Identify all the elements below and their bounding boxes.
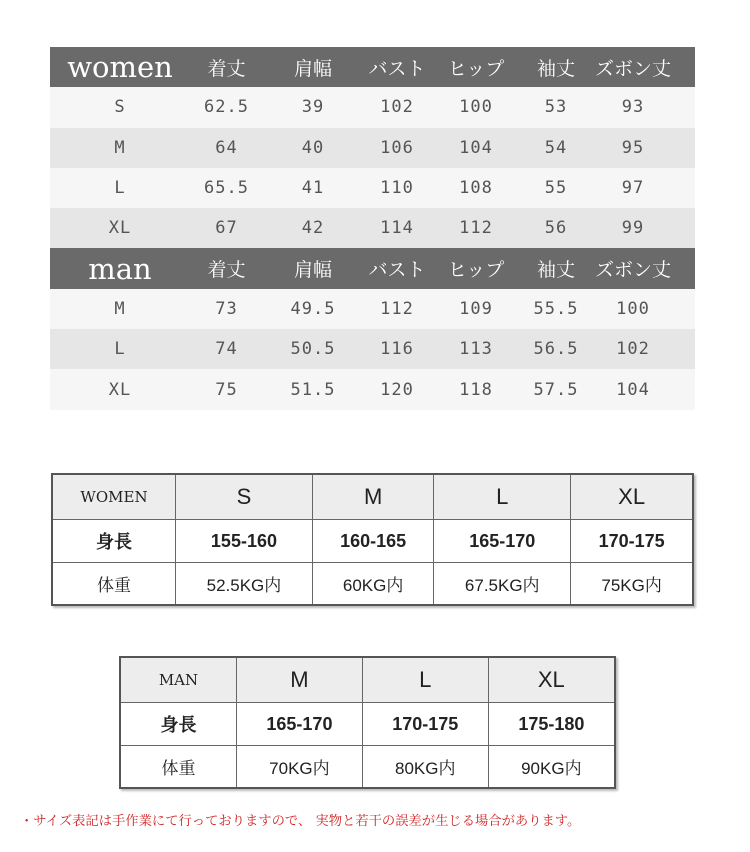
height-cell: 170-175 bbox=[362, 703, 488, 746]
table-row bbox=[52, 520, 693, 563]
header-cell: 袖丈 bbox=[536, 259, 575, 282]
height-label: 身長 bbox=[120, 703, 237, 746]
height-cell: 155-160 bbox=[176, 520, 313, 563]
header-cell: ズボン丈 bbox=[594, 259, 671, 282]
header-cell: ヒップ bbox=[447, 259, 505, 282]
value-cell: 51.5 bbox=[290, 379, 336, 400]
table-row bbox=[50, 128, 695, 168]
size-cell: XL bbox=[108, 218, 132, 239]
value-cell: 56 bbox=[544, 218, 568, 239]
value-cell: 53 bbox=[544, 97, 568, 118]
value-cell: 57.5 bbox=[533, 379, 579, 400]
table-row bbox=[50, 289, 695, 329]
table-row bbox=[120, 657, 615, 703]
size-header: XL bbox=[571, 474, 693, 520]
value-cell: 97 bbox=[621, 178, 645, 199]
value-cell: 50.5 bbox=[290, 339, 336, 360]
women-height-weight-table bbox=[51, 473, 694, 606]
women-header-row bbox=[50, 47, 695, 87]
size-header: S bbox=[176, 474, 313, 520]
size-cell: M bbox=[114, 298, 126, 319]
value-cell: 102 bbox=[616, 339, 650, 360]
table-row bbox=[120, 703, 615, 746]
size-header: M bbox=[312, 474, 433, 520]
table-row bbox=[50, 329, 695, 369]
value-cell: 49.5 bbox=[290, 298, 336, 319]
table-row bbox=[50, 87, 695, 127]
value-cell: 120 bbox=[380, 379, 414, 400]
table-row bbox=[50, 369, 695, 409]
value-cell: 114 bbox=[380, 218, 414, 239]
header-cell: バスト bbox=[368, 259, 426, 282]
value-cell: 106 bbox=[380, 137, 414, 158]
table-row bbox=[50, 168, 695, 208]
header-cell: ズボン丈 bbox=[594, 57, 671, 80]
value-cell: 65.5 bbox=[204, 178, 249, 199]
size-chart bbox=[50, 47, 695, 410]
value-cell: 100 bbox=[459, 97, 493, 118]
value-cell: 113 bbox=[459, 339, 493, 360]
women-table-label: WOMEN bbox=[52, 474, 176, 520]
value-cell: 116 bbox=[380, 339, 414, 360]
value-cell: 41 bbox=[301, 178, 325, 199]
weight-cell: 70KG内 bbox=[237, 746, 363, 789]
size-cell: XL bbox=[108, 379, 132, 400]
size-header: M bbox=[237, 657, 363, 703]
size-cell: S bbox=[114, 97, 126, 118]
height-cell: 165-170 bbox=[434, 520, 571, 563]
value-cell: 99 bbox=[621, 218, 645, 239]
size-header: L bbox=[434, 474, 571, 520]
height-cell: 175-180 bbox=[488, 703, 615, 746]
value-cell: 64 bbox=[215, 137, 238, 158]
value-cell: 55 bbox=[544, 178, 568, 199]
height-cell: 165-170 bbox=[237, 703, 363, 746]
height-cell: 160-165 bbox=[312, 520, 433, 563]
value-cell: 108 bbox=[459, 178, 493, 199]
value-cell: 104 bbox=[616, 379, 650, 400]
header-cell: 着丈 bbox=[207, 57, 246, 80]
header-cell: ヒップ bbox=[447, 57, 505, 80]
women-label: women bbox=[67, 50, 173, 85]
weight-cell: 52.5KG内 bbox=[176, 563, 313, 606]
table-row bbox=[120, 746, 615, 789]
value-cell: 62.5 bbox=[204, 97, 249, 118]
size-cell: M bbox=[114, 137, 126, 158]
value-cell: 55.5 bbox=[533, 298, 579, 319]
value-cell: 100 bbox=[616, 298, 650, 319]
value-cell: 40 bbox=[301, 137, 325, 158]
size-cell: L bbox=[114, 178, 126, 199]
weight-label: 体重 bbox=[120, 746, 237, 789]
value-cell: 74 bbox=[215, 339, 238, 360]
header-cell: 袖丈 bbox=[536, 57, 575, 80]
value-cell: 42 bbox=[301, 218, 325, 239]
value-cell: 102 bbox=[380, 97, 414, 118]
weight-cell: 60KG内 bbox=[312, 563, 433, 606]
value-cell: 56.5 bbox=[533, 339, 579, 360]
men-height-weight-table bbox=[119, 656, 616, 789]
header-cell: 着丈 bbox=[207, 259, 246, 282]
table-row bbox=[50, 208, 695, 248]
value-cell: 39 bbox=[301, 97, 325, 118]
men-header-row bbox=[50, 248, 695, 288]
men-table-label: MAN bbox=[120, 657, 237, 703]
header-cell: 肩幅 bbox=[293, 259, 332, 282]
size-header: XL bbox=[488, 657, 615, 703]
table-row bbox=[52, 474, 693, 520]
value-cell: 93 bbox=[621, 97, 645, 118]
weight-cell: 75KG内 bbox=[571, 563, 693, 606]
height-cell: 170-175 bbox=[571, 520, 693, 563]
size-disclaimer-note: ・サイズ表記は手作業にて行っておりますので、 実物と若干の誤差が生じる場合があります。 bbox=[20, 814, 581, 829]
weight-cell: 90KG内 bbox=[488, 746, 615, 789]
header-cell: バスト bbox=[368, 57, 426, 80]
table-row bbox=[52, 563, 693, 606]
weight-cell: 67.5KG内 bbox=[434, 563, 571, 606]
value-cell: 67 bbox=[215, 218, 238, 239]
weight-cell: 80KG内 bbox=[362, 746, 488, 789]
value-cell: 112 bbox=[459, 218, 493, 239]
value-cell: 118 bbox=[459, 379, 493, 400]
weight-label: 体重 bbox=[52, 563, 176, 606]
header-cell: 肩幅 bbox=[293, 57, 332, 80]
men-label: man bbox=[88, 251, 152, 286]
size-header: L bbox=[362, 657, 488, 703]
value-cell: 109 bbox=[459, 298, 493, 319]
value-cell: 112 bbox=[380, 298, 414, 319]
value-cell: 95 bbox=[621, 137, 645, 158]
value-cell: 73 bbox=[215, 298, 238, 319]
value-cell: 75 bbox=[215, 379, 238, 400]
value-cell: 104 bbox=[459, 137, 493, 158]
size-cell: L bbox=[114, 339, 126, 360]
value-cell: 110 bbox=[380, 178, 414, 199]
value-cell: 54 bbox=[544, 137, 568, 158]
height-label: 身長 bbox=[52, 520, 176, 563]
